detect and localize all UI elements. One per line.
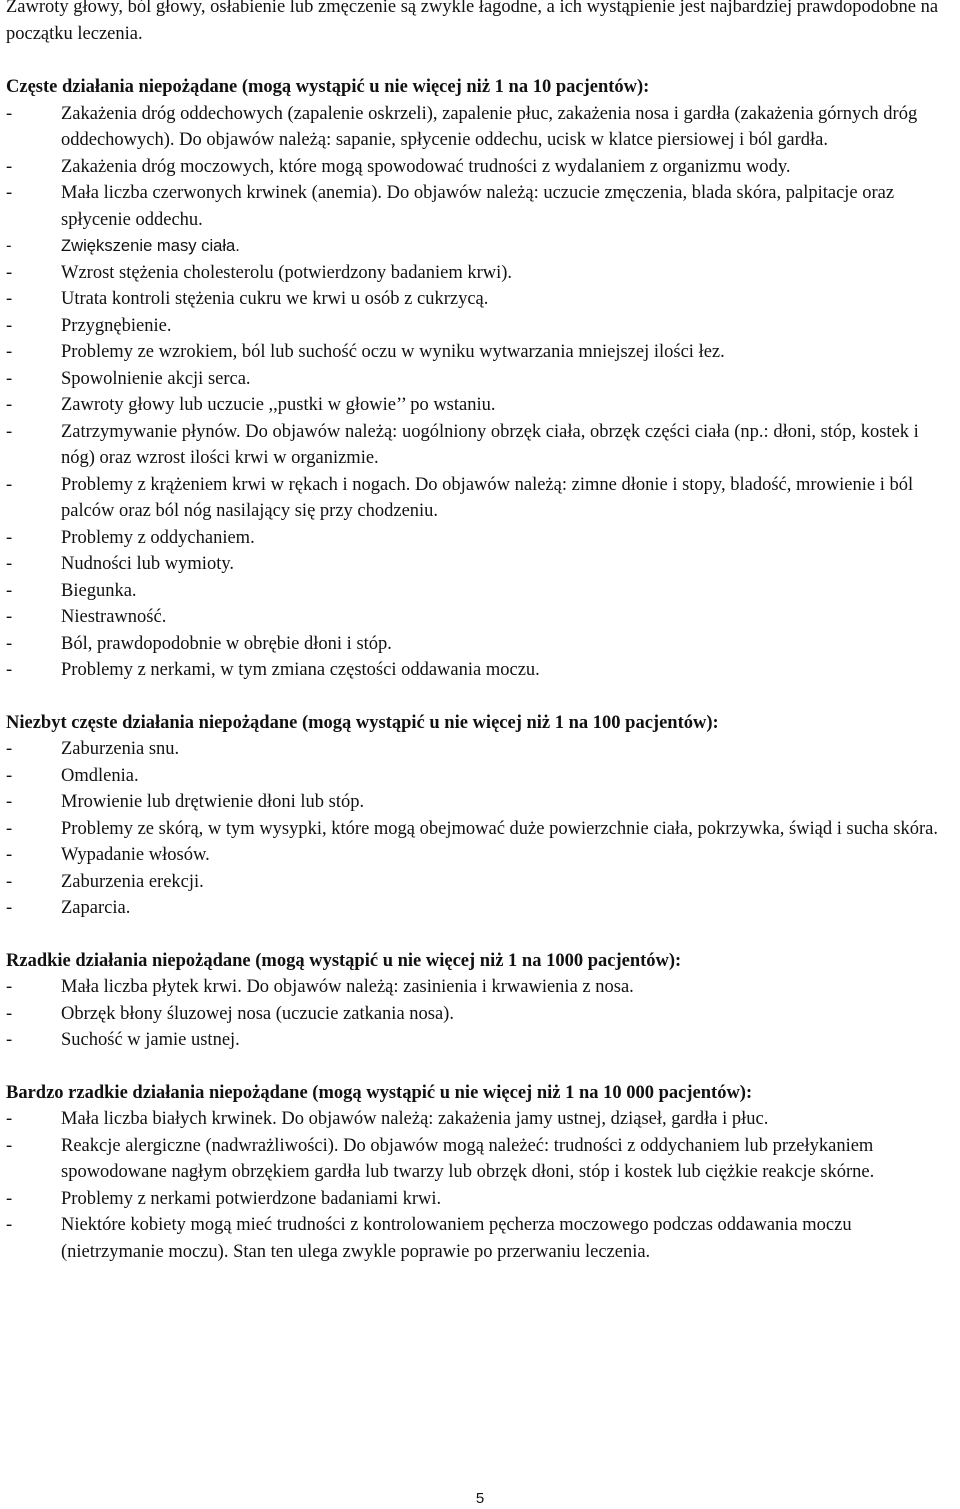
list-item: - Mała liczba czerwonych krwinek (anemia). Do objawów należą: uczucie zmęczenia, blada skóra, palpitacje oraz spłycenie oddechu.: [6, 180, 946, 233]
list-item: - Wzrost stężenia cholesterolu (potwierdzony badaniem krwi).: [6, 260, 946, 287]
section-uncommon: [6, 710, 946, 922]
list-rare: [6, 974, 946, 1054]
list-item: - Zaburzenia snu.: [6, 736, 946, 763]
list-item: - Zatrzymywanie płynów. Do objawów należą: uogólniony obrzęk ciała, obrzęk części ciała (np.: dłoni, stóp, kostek i nóg) oraz wzrost ilości krwi w organizmie.: [6, 419, 946, 472]
list-item: - Biegunka.: [6, 578, 946, 605]
list-item: - Problemy ze wzrokiem, ból lub suchość oczu w wyniku wytwarzania mniejszej ilości łez.: [6, 339, 946, 366]
list-item: - Niestrawność.: [6, 604, 946, 631]
intro-paragraph: Zawroty głowy, ból głowy, osłabienie lub zmęczenie są zwykle łagodne, a ich wystąpienie jest najbardziej prawdopodobne na początku leczenia.: [6, 0, 939, 44]
section-very-rare: [6, 1080, 946, 1266]
list-item: - Problemy z nerkami potwierdzone badaniami krwi.: [6, 1186, 946, 1213]
list-item: - Nudności lub wymioty.: [6, 551, 946, 578]
section-heading-common: Częste działania niepożądane (mogą wystąpić u nie więcej niż 1 na 10 pacjentów):: [6, 77, 650, 97]
document-page: [6, 0, 946, 1291]
list-item: - Suchość w jamie ustnej.: [6, 1027, 946, 1054]
list-item: - Niektóre kobiety mogą mieć trudności z kontrolowaniem pęcherza moczowego podczas oddawania moczu (nietrzymanie moczu). Stan ten ulega zwykle poprawie po przerwaniu leczenia.: [6, 1212, 946, 1265]
list-item: - Zakażenia dróg oddechowych (zapalenie oskrzeli), zapalenie płuc, zakażenia nosa i gardła (zakażenia górnych dróg oddechowych). Do objawów należą: sapanie, spłycenie oddechu, ucisk w klatce piersiowej i ból gardła.: [6, 101, 946, 154]
section-heading-rare: Rzadkie działania niepożądane (mogą wystąpić u nie więcej niż 1 na 1000 pacjentów):: [6, 950, 682, 971]
list-item: - Omdlenia.: [6, 763, 946, 790]
list-item: - Zaparcia.: [6, 895, 946, 922]
section-heading-very-rare: Bardzo rzadkie działania niepożądane (mogą wystąpić u nie więcej niż 1 na 10 000 pacjentów):: [6, 1082, 753, 1103]
list-item: - Reakcje alergiczne (nadwrażliwości). Do objawów mogą należeć: trudności z oddychaniem lub przełykaniem spowodowane nagłym obrzękiem gardła lub twarzy lub obrzęk dłoni, stóp i kostek lub ciężkie reakcje skórne.: [6, 1133, 946, 1186]
list-item: - Problemy z oddychaniem.: [6, 525, 946, 552]
section-rare: [6, 948, 946, 1054]
list-item: - Problemy z krążeniem krwi w rękach i nogach. Do objawów należą: zimne dłonie i stopy, bladość, mrowienie i ból palców oraz ból nóg nasilający się przy chodzeniu.: [6, 472, 946, 525]
list-item: - Obrzęk błony śluzowej nosa (uczucie zatkania nosa).: [6, 1001, 946, 1028]
list-item: - Zaburzenia erekcji.: [6, 869, 946, 896]
list-common: [6, 101, 946, 684]
list-item: - Mała liczba białych krwinek. Do objawów należą: zakażenia jamy ustnej, dziąseł, gardła i płuc.: [6, 1106, 946, 1133]
list-item: - Wypadanie włosów.: [6, 842, 946, 869]
list-item: - Problemy z nerkami, w tym zmiana częstości oddawania moczu.: [6, 657, 946, 684]
list-uncommon: [6, 736, 946, 922]
list-item: - Zawroty głowy lub uczucie ,,pustki w głowie’’ po wstaniu.: [6, 392, 946, 419]
list-item: - Problemy ze skórą, w tym wysypki, które mogą obejmować duże powierzchnie ciała, pokrzywka, świąd i sucha skóra.: [6, 816, 946, 843]
section-common: [6, 74, 946, 684]
list-item: - Zwiększenie masy ciała.: [6, 233, 946, 260]
list-item: - Mała liczba płytek krwi. Do objawów należą: zasinienia i krwawienia z nosa.: [6, 974, 946, 1001]
list-item: - Utrata kontroli stężenia cukru we krwi u osób z cukrzycą.: [6, 286, 946, 313]
list-item: - Ból, prawdopodobnie w obrębie dłoni i stóp.: [6, 631, 946, 658]
list-item: - Spowolnienie akcji serca.: [6, 366, 946, 393]
section-heading-uncommon: Niezbyt częste działania niepożądane (mogą wystąpić u nie więcej niż 1 na 100 pacjentów):: [6, 712, 719, 733]
list-item: - Przygnębienie.: [6, 313, 946, 340]
list-very-rare: [6, 1106, 946, 1265]
list-item: - Mrowienie lub drętwienie dłoni lub stóp.: [6, 789, 946, 816]
list-item: - Zakażenia dróg moczowych, które mogą spowodować trudności z wydalaniem z organizmu wody.: [6, 154, 946, 181]
page-number: 5: [475, 1490, 485, 1507]
